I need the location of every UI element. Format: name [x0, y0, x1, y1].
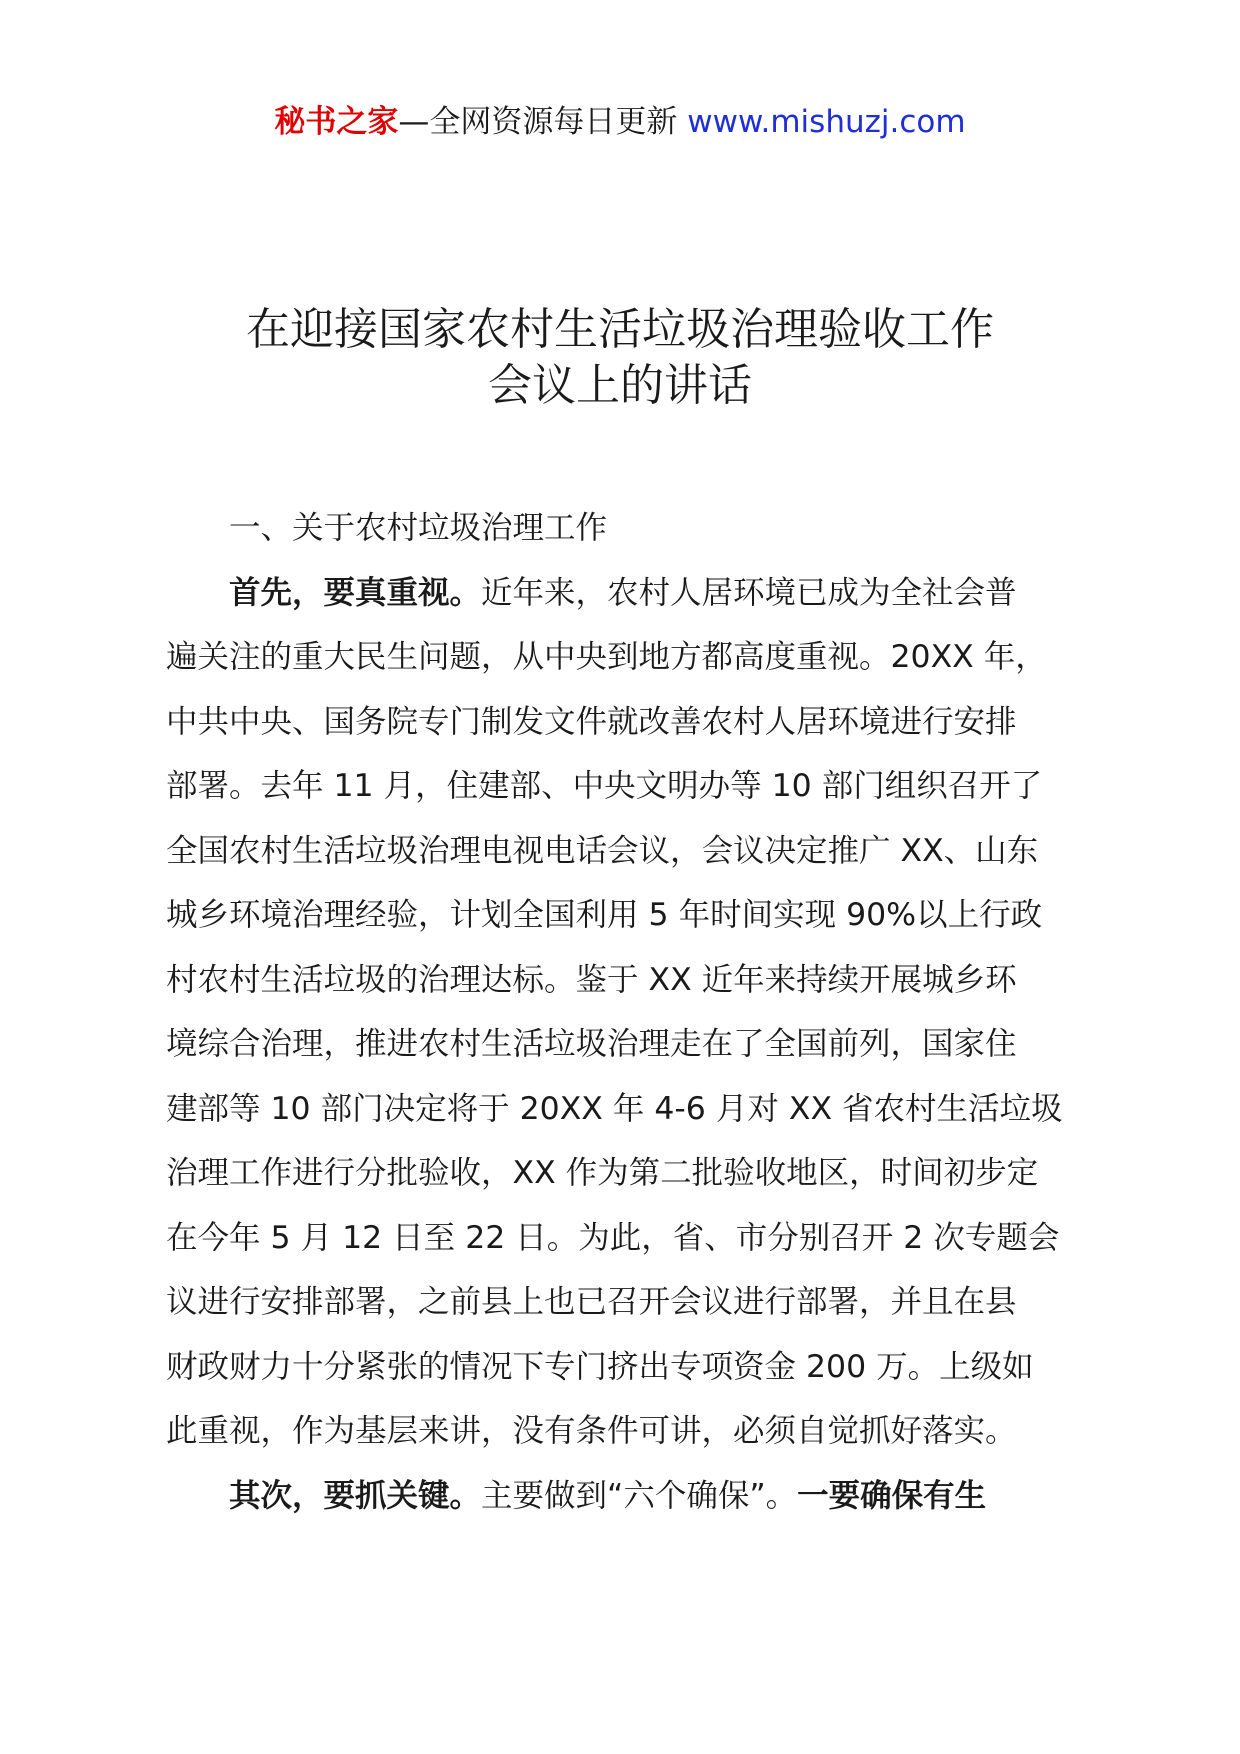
paragraph-lead: 首先，要真重视。	[229, 574, 482, 611]
site-brand: 秘书之家	[274, 104, 399, 140]
paragraph-line: 中共中央、国务院专门制发文件就改善农村人居环境进行安排	[166, 703, 1017, 740]
title-line-1: 在迎接国家农村生活垃圾治理验收工作	[246, 304, 994, 355]
title-line-2: 会议上的讲话	[488, 360, 752, 411]
paragraph-line-text: 近年来，农村人居环境已成为全社会普	[481, 574, 1017, 611]
paragraph-line: 城乡环境治理经验，计划全国利用 5 年时间实现 90%以上行政	[166, 897, 1043, 933]
document-body	[166, 496, 1080, 1528]
paragraph-line: 村农村生活垃圾的治理达标。鉴于 XX 近年来持续开展城乡环	[166, 961, 1017, 998]
paragraph-line: 议进行安排部署，之前县上也已召开会议进行部署，并且在县	[166, 1284, 1017, 1320]
paragraph-line: 财政财力十分紧张的情况下专门挤出专项资金 200 万。上级如	[166, 1348, 1034, 1385]
site-url-link[interactable]: www.mishuzj.com	[687, 104, 966, 140]
document-title	[0, 302, 1240, 414]
site-header	[0, 100, 1240, 144]
paragraph-line: 全国农村生活垃圾治理电视电话会议，会议决定推广 XX、山东	[166, 832, 1039, 869]
paragraph-lead: 其次，要抓关键。	[229, 1477, 482, 1514]
paragraph-bold-tail: 一要确保有生	[797, 1477, 987, 1514]
paragraph-line	[166, 1464, 1080, 1529]
paragraph-line	[166, 561, 1080, 626]
paragraph-2	[166, 1464, 1080, 1529]
site-tagline: —全网资源每日更新	[398, 104, 678, 140]
paragraph-line: 治理工作进行分批验收，XX 作为第二批验收地区，时间初步定	[166, 1155, 1039, 1191]
paragraph-line: 建部等 10 部门决定将于 20XX 年 4-6 月对 XX 省农村生活垃圾	[166, 1090, 1063, 1127]
section-heading: 一、关于农村垃圾治理工作	[229, 510, 608, 546]
paragraph-1	[166, 561, 1080, 1464]
paragraph-line: 遍关注的重大民生问题，从中央到地方都高度重视。20XX 年，	[166, 639, 1047, 675]
paragraph-line: 境综合治理，推进农村生活垃圾治理走在了全国前列，国家住	[166, 1026, 1017, 1062]
paragraph-line: 在今年 5 月 12 日至 22 日。为此，省、市分别召开 2 次专题会	[166, 1219, 1060, 1256]
paragraph-line-text: 主要做到“六个确保”。	[481, 1477, 798, 1514]
paragraph-line: 此重视，作为基层来讲，没有条件可讲，必须自觉抓好落实。	[166, 1413, 1017, 1449]
paragraph-line: 部署。去年 11 月，住建部、中央文明办等 10 部门组织召开了	[166, 768, 1043, 804]
